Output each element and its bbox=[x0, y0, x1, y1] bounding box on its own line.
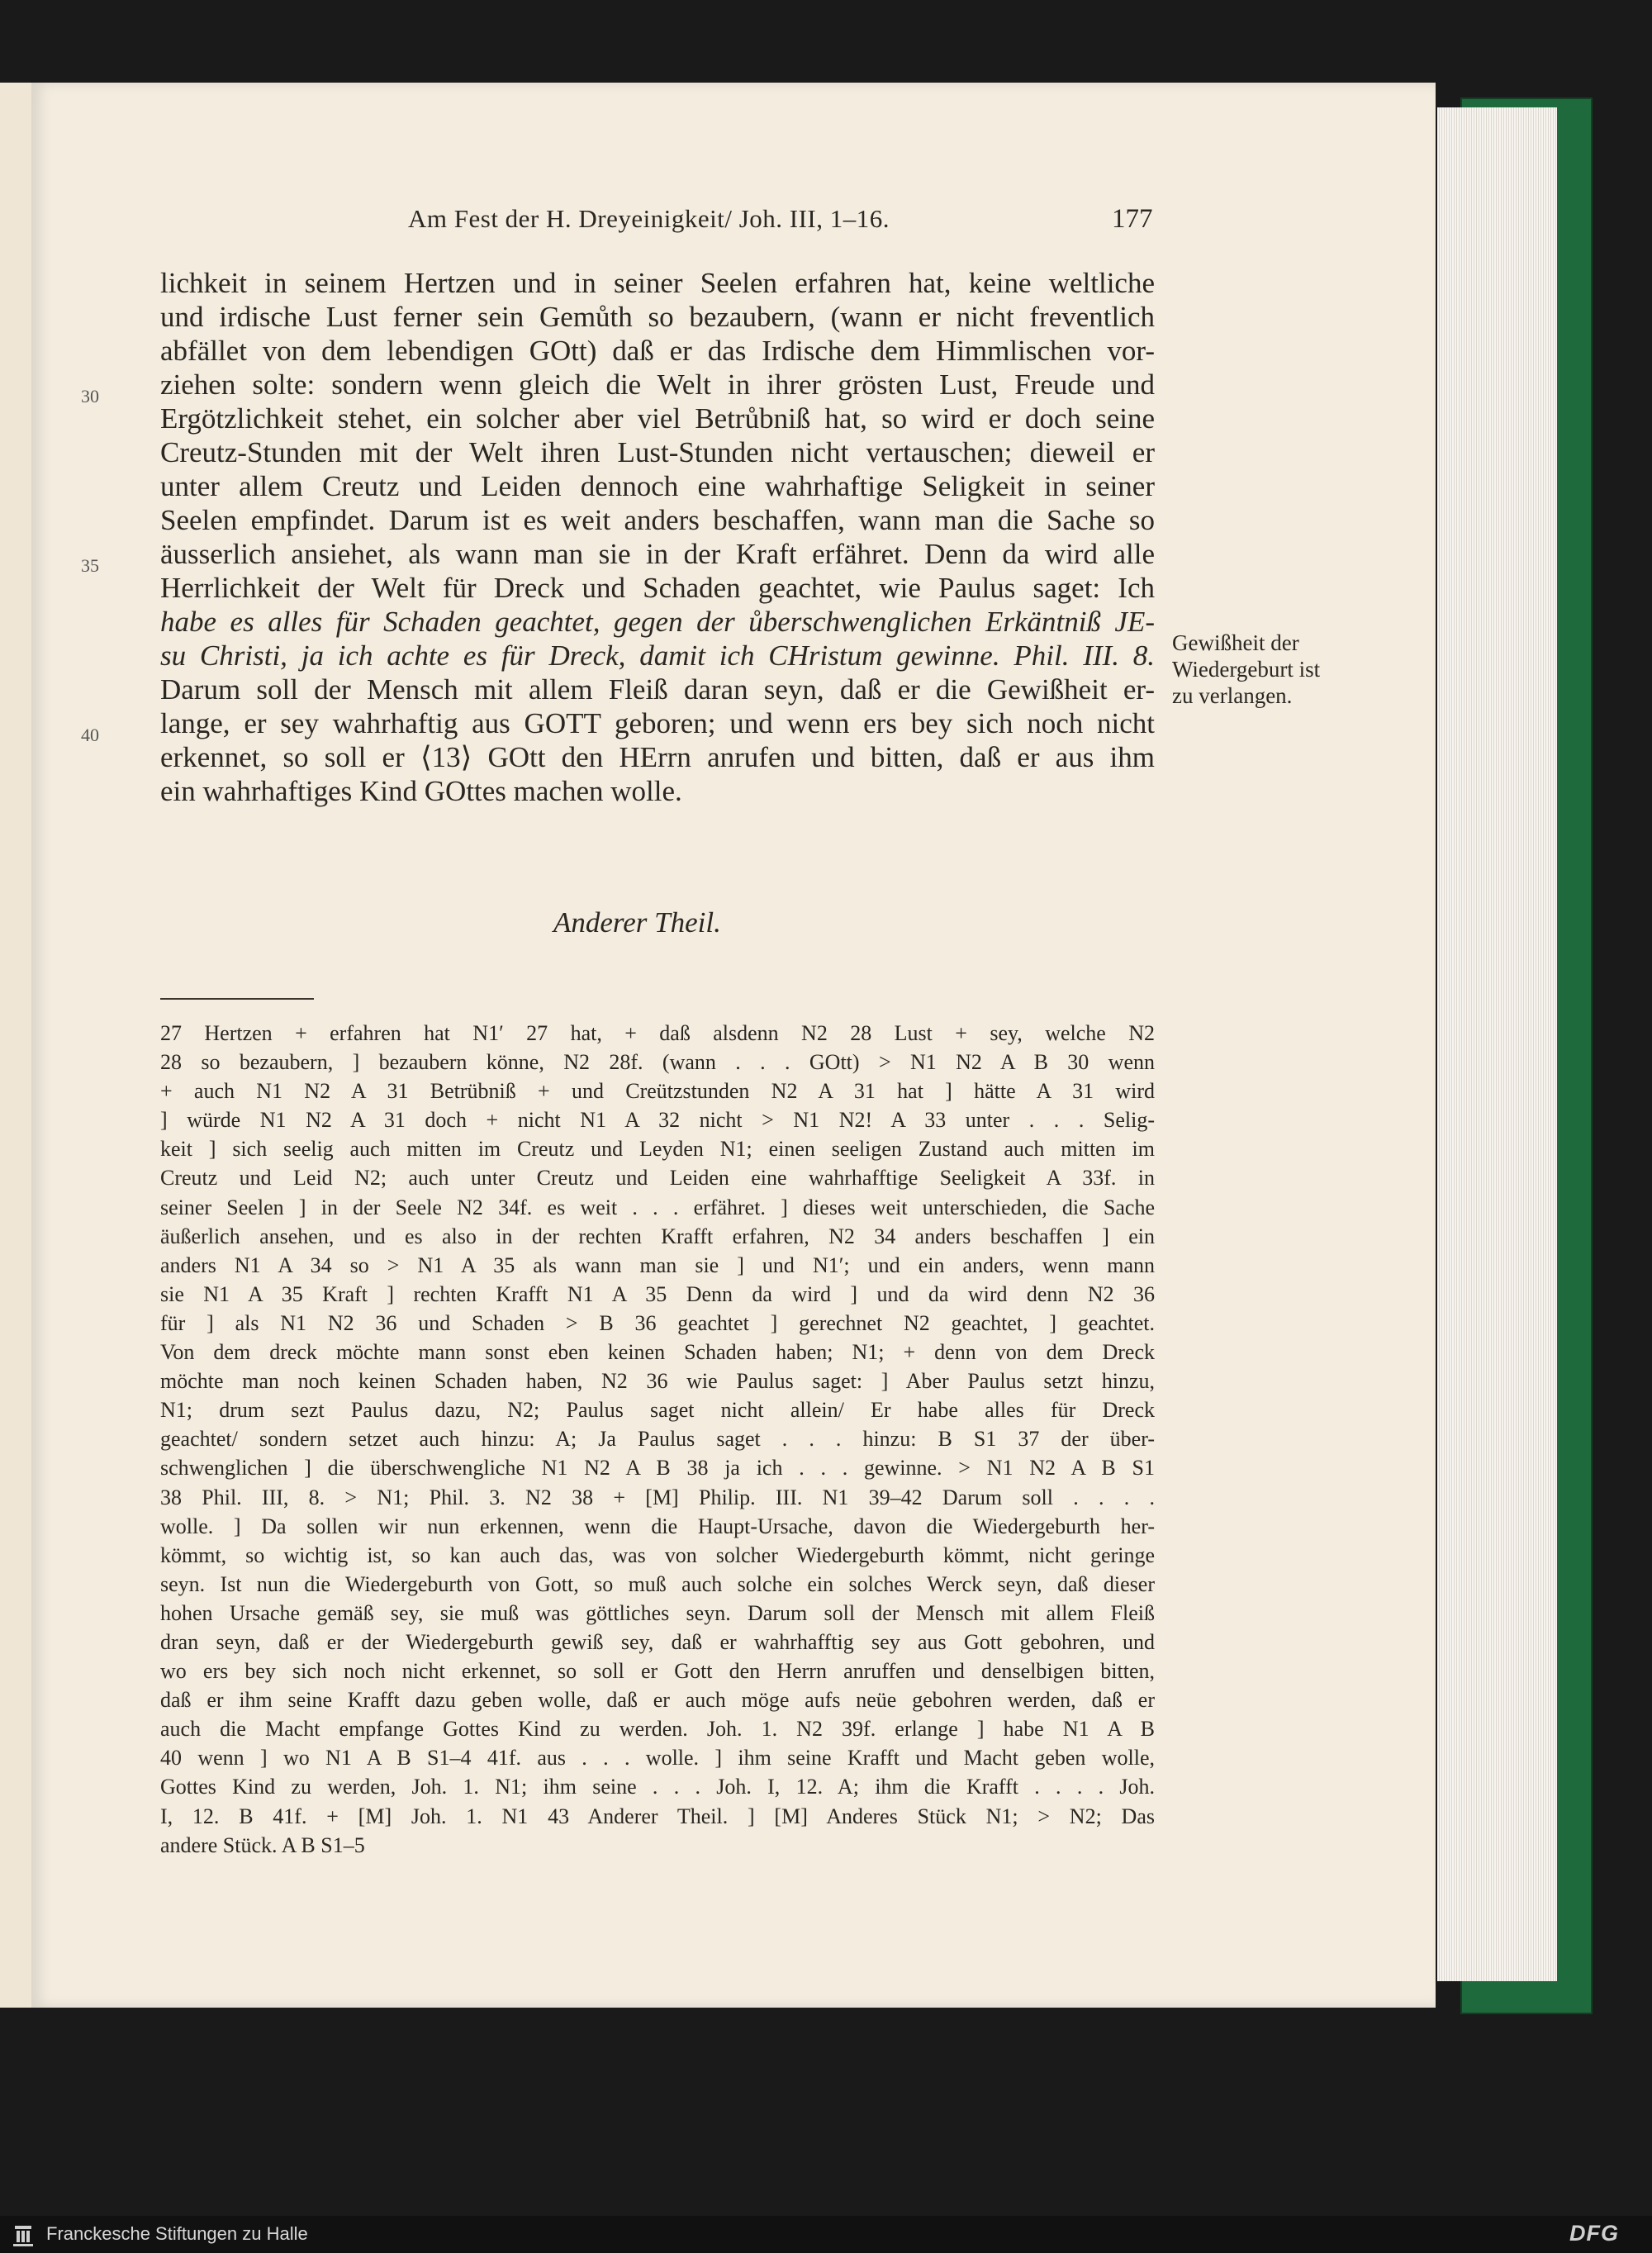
apparatus-line: kömmt, so wichtig ist, so kan auch das, was von solcher Wiedergeburth kömmt, nicht geringe bbox=[160, 1542, 1155, 1567]
text-line: abfället von dem lebendigen GOtt) daß er das Irdische dem Himmlischen vor- bbox=[160, 335, 1155, 367]
apparatus-line: I, 12. B 41f. + [M] Joh. 1. N1 43 Anderer Theil. ] [M] Anderes Stück N1; > N2; Das bbox=[160, 1804, 1155, 1828]
apparatus-line: N1; drum sezt Paulus dazu, N2; Paulus saget nicht allein/ Er habe alles für Dreck bbox=[160, 1398, 1155, 1423]
apparatus-line: wolle. ] Da sollen wir nun erkennen, wenn die Haupt-Ursache, davon die Wiedergeburth her- bbox=[160, 1514, 1155, 1538]
apparatus-line: 28 so bezaubern, ] bezaubern könne, N2 28f. (wann . . . GOtt) > N1 N2 A B 30 wenn bbox=[160, 1050, 1155, 1075]
apparatus-line: wo ers bey sich noch nicht erkennet, so soll er Gott den Herrn anruffen und denselbigen bitten, bbox=[160, 1659, 1155, 1684]
text-line: ziehen solte: sondern wenn gleich die Welt in ihrer grösten Lust, Freude und bbox=[160, 368, 1155, 401]
apparatus-line: seyn. Ist nun die Wiedergeburth von Gott, so muß auch solche ein solches Werck seyn, daß dieser bbox=[160, 1571, 1155, 1596]
text-line: äusserlich ansiehet, als wann man sie in der Kraft erfähret. Denn da wird alle bbox=[160, 538, 1155, 570]
apparatus-line: auch die Macht empfange Gottes Kind zu werden. Joh. 1. N2 39f. erlange ] habe N1 A B bbox=[160, 1717, 1155, 1742]
apparatus-line: 40 wenn ] wo N1 A B S1–4 41f. aus . . . wolle. ] ihm seine Krafft und Macht geben wolle, bbox=[160, 1746, 1155, 1771]
apparatus-line: + auch N1 N2 A 31 Betrübniß + und Creützstunden N2 A 31 hat ] hätte A 31 wird bbox=[160, 1079, 1155, 1104]
apparatus-line: seiner Seelen ] in der Seele N2 34f. es weit . . . erfähret. ] dieses weit unterschieden, die Sache bbox=[160, 1195, 1155, 1219]
line-number: 35 bbox=[81, 555, 99, 576]
funder-logo: DFG bbox=[1569, 2221, 1619, 2246]
text-line-italic: su Christi, ja ich achte es für Dreck, damit ich CHristum gewinne. Phil. III. 8. bbox=[160, 639, 1155, 672]
text-line: lange, er sey wahrhaftig aus GOTT geboren; und wenn ers bey sich noch nicht bbox=[160, 707, 1155, 739]
apparatus-line: Von dem dreck möchte mann sonst eben keinen Schaden haben; N1; + denn von dem Dreck bbox=[160, 1340, 1155, 1365]
apparatus-line: schwenglichen ] die überschwengliche N1 N2 A B 38 ja ich . . . gewinne. > N1 N2 A B S1 bbox=[160, 1456, 1155, 1481]
text-line: unter allem Creutz und Leiden dennoch eine wahrhaftige Seligkeit in seiner bbox=[160, 470, 1155, 502]
line-number: 30 bbox=[81, 386, 99, 406]
running-title: Am Fest der H. Dreyeinigkeit/ Joh. III, 1–16. bbox=[408, 204, 890, 233]
apparatus-line: 38 Phil. III, 8. > N1; Phil. 3. N2 38 + [M] Philip. III. N1 39–42 Darum soll . . . . bbox=[160, 1485, 1155, 1509]
apparatus-line: ] würde N1 N2 A 31 doch + nicht N1 A 32 nicht > N1 N2! A 33 unter . . . Selig- bbox=[160, 1108, 1155, 1133]
facing-page-edge bbox=[0, 83, 33, 2008]
text-line: und irdische Lust ferner sein Gemůth so bezaubern, (wann er nicht freventlich bbox=[160, 301, 1155, 333]
apparatus-line: keit ] sich seelig auch mitten im Creutz und Leyden N1; einen seeligen Zustand auch mitten im bbox=[160, 1137, 1155, 1162]
apparatus-line: Gottes Kind zu werden, Joh. 1. N1; ihm seine . . . Joh. I, 12. A; ihm die Krafft . . . . Joh. bbox=[160, 1775, 1155, 1799]
text-line: erkennet, so soll er ⟨13⟩ GOtt den HErrn anrufen und bitten, daß er aus ihm bbox=[160, 741, 1155, 773]
text-line: lichkeit in seinem Hertzen und in seiner Seelen erfahren hat, keine weltliche bbox=[160, 267, 1155, 299]
apparatus-line: Creutz und Leid N2; auch unter Creutz und Leiden eine wahrhafftige Seeligkeit A 33f. in bbox=[160, 1166, 1155, 1191]
text-line: Herrlichkeit der Welt für Dreck und Schaden geachtet, wie Paulus saget: Ich bbox=[160, 572, 1155, 604]
apparatus-line: geachtet/ sondern setzet auch hinzu: A; Ja Paulus saget . . . hinzu: B S1 37 der über- bbox=[160, 1427, 1155, 1452]
page-number: 177 bbox=[1112, 204, 1153, 234]
critical-apparatus bbox=[160, 1019, 1155, 1860]
apparatus-line: möchte man noch keinen Schaden haben, N2 36 wie Paulus saget: ] Aber Paulus setzt hinzu, bbox=[160, 1369, 1155, 1394]
section-heading: Anderer Theil. bbox=[553, 906, 721, 939]
apparatus-line: 27 Hertzen + erfahren hat N1′ 27 hat, + daß alsdenn N2 28 Lust + sey, welche N2 bbox=[160, 1021, 1155, 1045]
apparatus-line: dran seyn, daß er der Wiedergeburth gewiß sey, daß er wahrhafftig sey aus Gott gebohren, und bbox=[160, 1629, 1155, 1654]
text-line: ein wahrhaftiges Kind GOttes machen wolle. bbox=[160, 775, 682, 807]
text-line-italic: habe es alles für Schaden geachtet, gegen der ůberschwenglichen Erkäntniß JE- bbox=[160, 606, 1155, 638]
line-number: 40 bbox=[81, 725, 99, 745]
institution-name: Franckesche Stiftungen zu Halle bbox=[46, 2223, 308, 2244]
apparatus-line: hohen Ursache gemäß sey, sie muß was göttliches seyn. Darum soll der Mensch mit allem Fleiß bbox=[160, 1600, 1155, 1625]
text-line: Creutz-Stunden mit der Welt ihren Lust-Stunden nicht vertauschen; dieweil er bbox=[160, 436, 1155, 468]
apparatus-line: anders N1 A 34 so > N1 A 35 als wann man sie ] und N1′; und ein anders, wenn mann bbox=[160, 1252, 1155, 1277]
text-line: Ergötzlichkeit stehet, ein solcher aber viel Betrůbniß hat, so wird er doch seine bbox=[160, 402, 1155, 435]
main-text bbox=[160, 266, 1155, 808]
apparatus-line: daß er ihm seine Krafft dazu geben wolle, daß er auch möge aufs neüe gebohren werden, daß er bbox=[160, 1688, 1155, 1713]
marginal-note: Gewißheit der Wiedergeburt ist zu verlangen. bbox=[1172, 630, 1321, 708]
text-line: Seelen empfindet. Darum ist es weit anders beschaffen, wann man die Sache so bbox=[160, 504, 1155, 536]
institution-logo-icon bbox=[10, 2222, 36, 2249]
text-line: Darum soll der Mensch mit allem Fleiß daran seyn, daß er die Gewißheit er- bbox=[160, 673, 1155, 706]
apparatus-line: sie N1 A 35 Kraft ] rechten Krafft N1 A 35 Denn da wird ] und da wird denn N2 36 bbox=[160, 1281, 1155, 1306]
footnote-rule bbox=[160, 998, 314, 1000]
apparatus-line: andere Stück. A B S1–5 bbox=[160, 1832, 365, 1857]
apparatus-line: äußerlich ansehen, und es also in der rechten Krafft erfahren, N2 34 anders beschaffen ] ein bbox=[160, 1224, 1155, 1248]
apparatus-line: für ] als N1 N2 36 und Schaden > B 36 geachtet ] gerechnet N2 geachtet, ] geachtet. bbox=[160, 1310, 1155, 1335]
page-block-edges bbox=[1437, 107, 1557, 1981]
